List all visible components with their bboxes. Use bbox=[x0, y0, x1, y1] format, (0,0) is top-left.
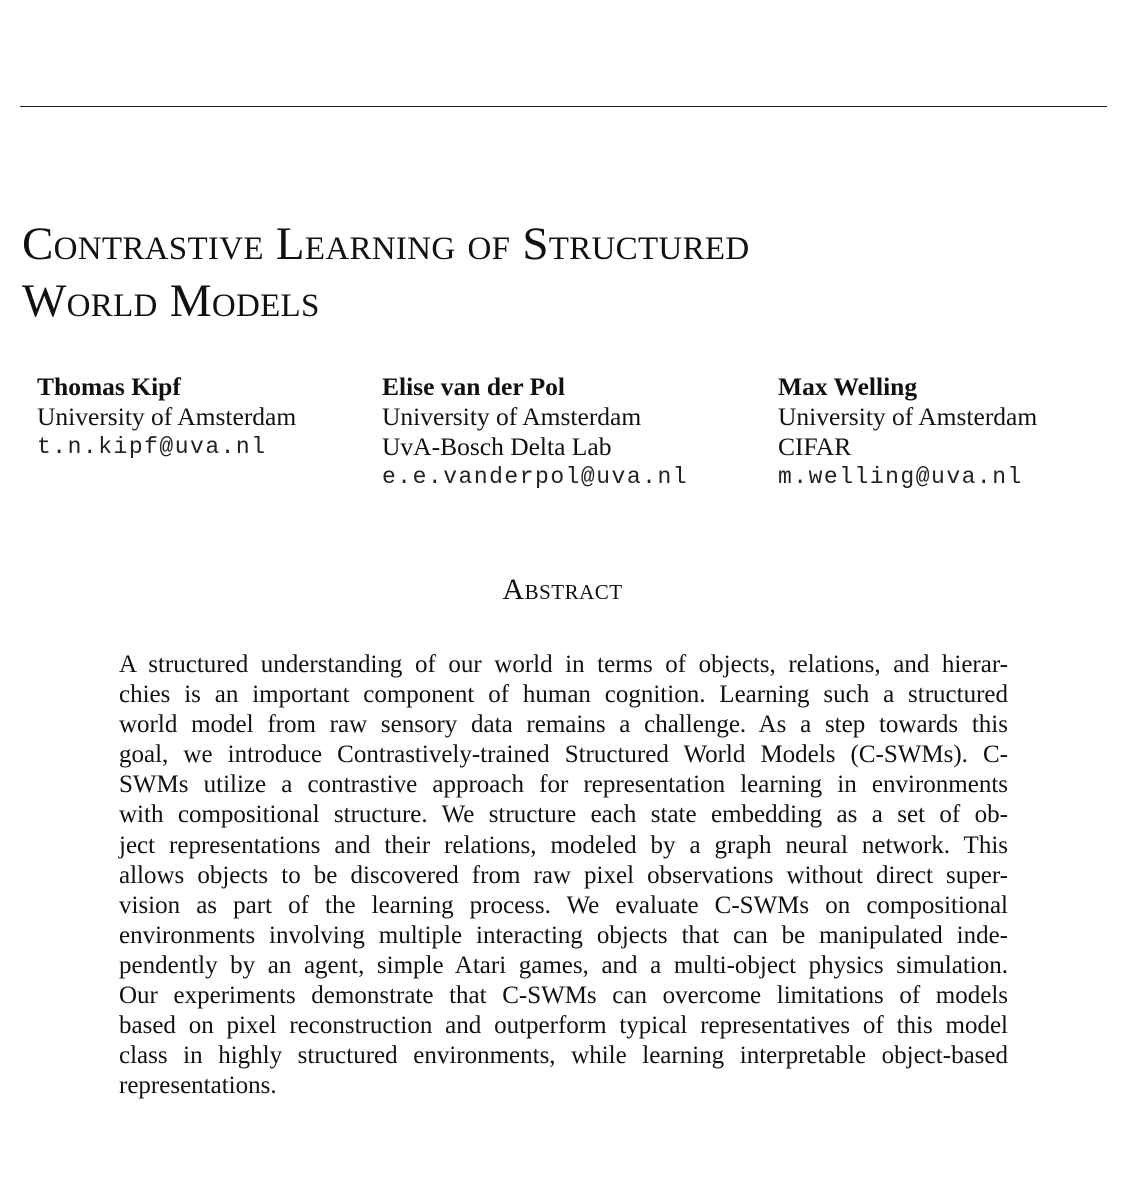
abstract-line: ject representations and their relations, modeled by a graph neural network. This bbox=[119, 831, 1008, 859]
title-line: Contrastive Learning of Structured bbox=[22, 218, 750, 270]
author-block-kipf bbox=[37, 372, 296, 462]
abstract-line: world model from raw sensory data remains a challenge. As a step towards this bbox=[119, 711, 1008, 739]
abstract-line: based on pixel reconstruction and outperform typical representatives of this model bbox=[119, 1012, 1008, 1040]
author-affiliation: CIFAR bbox=[778, 432, 852, 461]
abstract-line: vision as part of the learning process. We evaluate C-SWMs on compositional bbox=[119, 891, 1008, 919]
author-name: Thomas Kipf bbox=[37, 372, 181, 401]
author-block-van-der-pol bbox=[382, 372, 688, 492]
author-affiliation: University of Amsterdam bbox=[778, 402, 1038, 431]
paper-title bbox=[22, 216, 1102, 330]
abstract-line: class in highly structured environments, while learning interpretable object-based bbox=[119, 1042, 1008, 1070]
abstract-line: goal, we introduce Contrastively-trained Structured World Models (C-SWMs). C- bbox=[119, 741, 1008, 769]
abstract-heading: Abstract bbox=[502, 573, 623, 606]
abstract-line: chies is an important component of human cognition. Learning such a structured bbox=[119, 681, 1008, 709]
abstract-line: with compositional structure. We structure each state embedding as a set of ob- bbox=[119, 801, 1008, 829]
author-email[interactable]: m.welling@uva.nl bbox=[778, 464, 1023, 490]
author-block-welling bbox=[778, 372, 1037, 492]
abstract-line: representations. bbox=[119, 1072, 277, 1100]
author-affiliation: UvA-Bosch Delta Lab bbox=[382, 432, 612, 461]
abstract-line: A structured understanding of our world in terms of objects, relations, and hierar- bbox=[119, 651, 1008, 678]
author-email[interactable]: e.e.vanderpol@uva.nl bbox=[382, 464, 689, 490]
author-name: Elise van der Pol bbox=[382, 372, 565, 401]
author-affiliation: University of Amsterdam bbox=[37, 402, 297, 431]
abstract-line: environments involving multiple interacting objects that can be manipulated inde- bbox=[119, 921, 1008, 949]
author-email[interactable]: t.n.kipf@uva.nl bbox=[37, 434, 267, 460]
abstract-body bbox=[119, 650, 1008, 1101]
author-affiliation: University of Amsterdam bbox=[382, 402, 642, 431]
abstract-line: SWMs utilize a contrastive approach for representation learning in environments bbox=[119, 771, 1008, 799]
abstract-line: Our experiments demonstrate that C-SWMs can overcome limitations of models bbox=[119, 982, 1008, 1010]
abstract-line: allows objects to be discovered from raw pixel observations without direct super- bbox=[119, 861, 1008, 889]
header-rule bbox=[20, 106, 1107, 107]
abstract-line: pendently by an agent, simple Atari games, and a multi-object physics simulation. bbox=[119, 951, 1008, 979]
title-line: World Models bbox=[22, 275, 320, 327]
author-name: Max Welling bbox=[778, 372, 918, 401]
